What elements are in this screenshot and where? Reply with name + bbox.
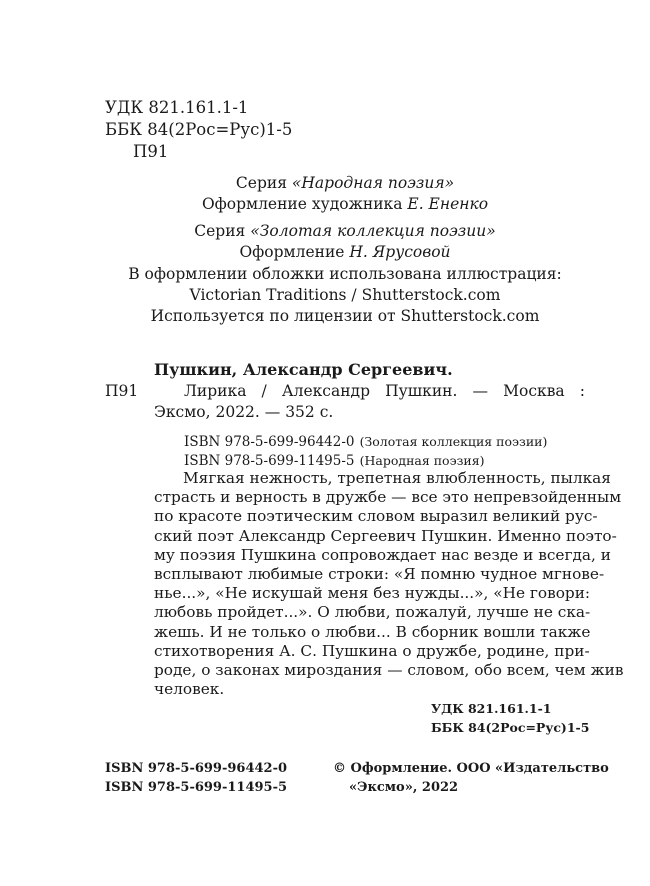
catalog-isbn-2 <box>184 450 484 470</box>
design-credit-2 <box>105 243 585 262</box>
cover-source: Victorian Traditions / Shutterstock.com <box>189 286 501 304</box>
footer-isbn-1: ISBN 978-5-699-96442-0 <box>105 761 288 776</box>
annotation-line: му поэзия Пушкина сопровождает нас везде и всегда, и <box>154 545 611 564</box>
series-name: «Народная поэзия» <box>291 174 455 192</box>
series-credit-2 <box>105 222 585 241</box>
bbk-code: ББК 84(2Рос=Рус)1-5 <box>105 120 293 139</box>
classification-bbk: ББК 84(2Рос=Рус)1-5 <box>431 720 590 735</box>
annotation-line: Мягкая нежность, трепетная влюбленность, пылкая <box>183 469 611 487</box>
annotation-line: жешь. И не только о любви... В сборник вошли также <box>154 622 591 641</box>
series-name: «Золотая коллекция поэзии» <box>250 222 496 240</box>
author-mark: П91 <box>133 142 169 161</box>
annotation <box>154 469 624 699</box>
isbn-number: ISBN 978-5-699-96442-0 <box>184 434 355 450</box>
catalog-code: П91 <box>105 382 139 400</box>
annotation-line: стихотворения А. С. Пушкина о дружбе, родине, при- <box>154 641 590 660</box>
copyright-line-1: © Оформление. ООО «Издательство <box>333 761 609 776</box>
catalog-title-line-2: Эксмо, 2022. — 352 с. <box>154 403 334 421</box>
isbn-number: ISBN 978-5-699-11495-5 <box>184 453 355 469</box>
license-note: Используется по лицензии от Shutterstock.com <box>150 307 540 325</box>
annotation-line: по красоте поэтическим словом выразил великий рус- <box>154 507 598 526</box>
design-credit-1 <box>105 195 585 214</box>
annotation-line: всплывают любимые строки: «Я помню чудное мгнове- <box>154 564 605 583</box>
design-label: Оформление художника <box>201 195 408 213</box>
annotation-line: страсть и верность в дружбе — все это непревзойденным <box>154 488 622 507</box>
designer-name: Н. Ярусовой <box>349 243 451 261</box>
isbn-series: (Золотая коллекция поэзии) <box>359 434 548 449</box>
cover-note: В оформлении обложки использована иллюстрация: <box>128 265 562 283</box>
designer-name: Е. Ененко <box>407 195 489 213</box>
annotation-line: человек. <box>154 680 225 699</box>
design-label: Оформление <box>239 243 350 261</box>
annotation-line: любовь пройдет...». О любви, пожалуй, лучше не ска- <box>154 603 591 622</box>
annotation-line: роде, о законах мироздания — словом, обо всем, чем жив <box>154 660 624 679</box>
series-label: Серия <box>235 174 292 192</box>
isbn-series: (Народная поэзия) <box>359 453 485 468</box>
catalog-title-line-1: Лирика / Александр Пушкин. — Москва : <box>184 382 585 400</box>
annotation-line: нье...», «Не искушай меня без нужды...», «Не говори: <box>154 584 591 603</box>
annotation-line: ский поэт Александр Сергеевич Пушкин. Именно поэто- <box>154 526 617 545</box>
copyright-line-2: «Эксмо», 2022 <box>349 780 459 795</box>
catalog-author: Пушкин, Александр Сергеевич. <box>154 360 453 379</box>
classification-udk: УДК 821.161.1-1 <box>431 701 552 716</box>
catalog-isbn-1 <box>184 431 547 451</box>
footer-isbn-2: ISBN 978-5-699-11495-5 <box>105 780 288 795</box>
udk-code: УДК 821.161.1-1 <box>105 98 249 117</box>
series-label: Серия <box>194 222 251 240</box>
series-credit-1 <box>105 174 585 193</box>
